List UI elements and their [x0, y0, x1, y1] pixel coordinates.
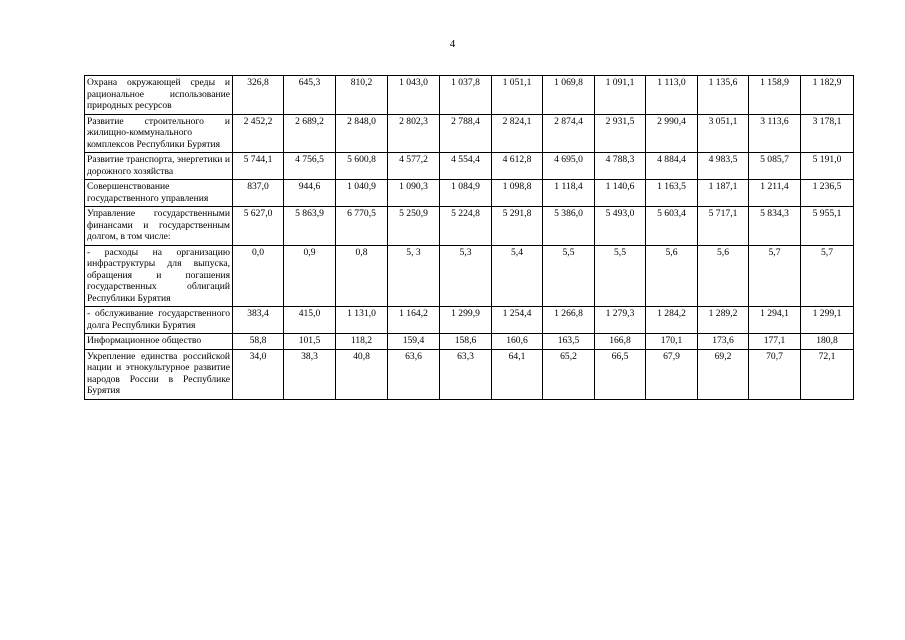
table-cell-value: 3 051,1 [698, 114, 749, 153]
table-cell-value: 170,1 [646, 334, 698, 350]
row-label: Развитие строительного и жилищно-коммунального комплексов Республики Бурятия [85, 114, 233, 153]
table-cell-value: 5 191,0 [801, 153, 854, 180]
table-row [85, 114, 854, 153]
table-cell-value: 3 178,1 [801, 114, 854, 153]
table-cell-value: 4 983,5 [698, 153, 749, 180]
table-cell-value: 63,3 [440, 349, 492, 399]
table-cell-value: 173,6 [698, 334, 749, 350]
table-cell-value: 101,5 [284, 334, 336, 350]
table-cell-value: 2 824,1 [492, 114, 543, 153]
table-cell-value: 1 284,2 [646, 307, 698, 334]
table-cell-value: 5 386,0 [543, 207, 595, 246]
table-row [85, 153, 854, 180]
table-row [85, 307, 854, 334]
table-cell-value: 1 294,1 [749, 307, 801, 334]
table-cell-value: 1 254,4 [492, 307, 543, 334]
table-cell-value: 1 113,0 [646, 76, 698, 115]
table-row [85, 180, 854, 207]
table-cell-value: 2 848,0 [336, 114, 388, 153]
table-cell-value: 1 069,8 [543, 76, 595, 115]
table-cell-value: 1 236,5 [801, 180, 854, 207]
table-cell-value: 2 874,4 [543, 114, 595, 153]
table-cell-value: 5 717,1 [698, 207, 749, 246]
table-cell-value: 63,6 [388, 349, 440, 399]
table-cell-value: 2 788,4 [440, 114, 492, 153]
row-label: Управление государственными финансами и государственным долгом, в том числе: [85, 207, 233, 246]
table-cell-value: 40,8 [336, 349, 388, 399]
table-cell-value: 1 051,1 [492, 76, 543, 115]
table-cell-value: 2 990,4 [646, 114, 698, 153]
table-cell-value: 1 279,3 [595, 307, 646, 334]
table-cell-value: 3 113,6 [749, 114, 801, 153]
row-label: - расходы на организацию инфраструктуры для выпуска, обращения и погашения государственных облигаций Республики Бурятия [85, 245, 233, 307]
table-cell-value: 4 884,4 [646, 153, 698, 180]
table-cell-value: 5,5 [543, 245, 595, 307]
row-label: Укрепление единства российской нации и этнокультурное развитие народов России в Республике Бурятия [85, 349, 233, 399]
table-cell-value: 1 118,4 [543, 180, 595, 207]
table-cell-value: 2 802,3 [388, 114, 440, 153]
table-row [85, 349, 854, 399]
table-cell-value: 2 931,5 [595, 114, 646, 153]
table-cell-value: 1 040,9 [336, 180, 388, 207]
table-cell-value: 38,3 [284, 349, 336, 399]
table-cell-value: 67,9 [646, 349, 698, 399]
table-cell-value: 177,1 [749, 334, 801, 350]
table-cell-value: 5 955,1 [801, 207, 854, 246]
table-cell-value: 1 211,4 [749, 180, 801, 207]
table-cell-value: 5 600,8 [336, 153, 388, 180]
table-cell-value: 180,8 [801, 334, 854, 350]
table-cell-value: 72,1 [801, 349, 854, 399]
table-cell-value: 5 627,0 [233, 207, 284, 246]
table-cell-value: 0,9 [284, 245, 336, 307]
table-cell-value: 4 756,5 [284, 153, 336, 180]
row-label: Информационное общество [85, 334, 233, 350]
table-cell-value: 5,6 [698, 245, 749, 307]
table-cell-value: 4 788,3 [595, 153, 646, 180]
page-number: 4 [449, 38, 456, 50]
table-cell-value: 4 695,0 [543, 153, 595, 180]
table-cell-value: 118,2 [336, 334, 388, 350]
table-cell-value: 4 577,2 [388, 153, 440, 180]
table-cell-value: 1 037,8 [440, 76, 492, 115]
table-cell-value: 1 182,9 [801, 76, 854, 115]
table-cell-value: 5,7 [801, 245, 854, 307]
table-cell-value: 1 135,6 [698, 76, 749, 115]
table-row [85, 207, 854, 246]
table-row [85, 245, 854, 307]
table-cell-value: 1 158,9 [749, 76, 801, 115]
table-cell-value: 5, 3 [388, 245, 440, 307]
table-cell-value: 4 612,8 [492, 153, 543, 180]
table-cell-value: 1 187,1 [698, 180, 749, 207]
table-body [85, 76, 854, 400]
table-cell-value: 5,5 [595, 245, 646, 307]
table-cell-value: 944,6 [284, 180, 336, 207]
table-cell-value: 810,2 [336, 76, 388, 115]
row-label: Совершенствование государственного управления [85, 180, 233, 207]
table-cell-value: 415,0 [284, 307, 336, 334]
table-cell-value: 645,3 [284, 76, 336, 115]
table-cell-value: 66,5 [595, 349, 646, 399]
table-cell-value: 1 140,6 [595, 180, 646, 207]
table-cell-value: 160,6 [492, 334, 543, 350]
table-cell-value: 5,6 [646, 245, 698, 307]
table-cell-value: 5 863,9 [284, 207, 336, 246]
table-cell-value: 1 266,8 [543, 307, 595, 334]
table-cell-value: 1 084,9 [440, 180, 492, 207]
row-label: Развитие транспорта, энергетики и дорожного хозяйства [85, 153, 233, 180]
table-cell-value: 1 098,8 [492, 180, 543, 207]
table-row [85, 76, 854, 115]
table-cell-value: 1 163,5 [646, 180, 698, 207]
table-cell-value: 5 224,8 [440, 207, 492, 246]
table-cell-value: 383,4 [233, 307, 284, 334]
table-cell-value: 2 452,2 [233, 114, 284, 153]
table-cell-value: 326,8 [233, 76, 284, 115]
table-cell-value: 0,0 [233, 245, 284, 307]
table-cell-value: 837,0 [233, 180, 284, 207]
table-cell-value: 5,4 [492, 245, 543, 307]
table-cell-value: 65,2 [543, 349, 595, 399]
budget-table [84, 75, 854, 400]
table-cell-value: 5 834,3 [749, 207, 801, 246]
table-cell-value: 1 090,3 [388, 180, 440, 207]
table-cell-value: 159,4 [388, 334, 440, 350]
table-cell-value: 1 091,1 [595, 76, 646, 115]
table-cell-value: 1 299,1 [801, 307, 854, 334]
table-cell-value: 1 164,2 [388, 307, 440, 334]
table-cell-value: 5 085,7 [749, 153, 801, 180]
table-cell-value: 5,3 [440, 245, 492, 307]
table-cell-value: 166,8 [595, 334, 646, 350]
row-label: Охрана окружающей среды и рациональное использование природных ресурсов [85, 76, 233, 115]
table-cell-value: 1 299,9 [440, 307, 492, 334]
table-cell-value: 34,0 [233, 349, 284, 399]
table-cell-value: 1 043,0 [388, 76, 440, 115]
table-cell-value: 58,8 [233, 334, 284, 350]
table-cell-value: 5 603,4 [646, 207, 698, 246]
table-cell-value: 6 770,5 [336, 207, 388, 246]
table-cell-value: 158,6 [440, 334, 492, 350]
table-cell-value: 70,7 [749, 349, 801, 399]
table-row [85, 334, 854, 350]
table-cell-value: 0,8 [336, 245, 388, 307]
table-cell-value: 2 689,2 [284, 114, 336, 153]
table-cell-value: 64,1 [492, 349, 543, 399]
table-cell-value: 1 131,0 [336, 307, 388, 334]
table-cell-value: 5,7 [749, 245, 801, 307]
table-cell-value: 5 493,0 [595, 207, 646, 246]
table-cell-value: 4 554,4 [440, 153, 492, 180]
table-cell-value: 1 289,2 [698, 307, 749, 334]
table-cell-value: 5 291,8 [492, 207, 543, 246]
table-cell-value: 69,2 [698, 349, 749, 399]
table-cell-value: 5 250,9 [388, 207, 440, 246]
table-cell-value: 163,5 [543, 334, 595, 350]
table-cell-value: 5 744,1 [233, 153, 284, 180]
row-label: - обслуживание государственного долга Республики Бурятия [85, 307, 233, 334]
